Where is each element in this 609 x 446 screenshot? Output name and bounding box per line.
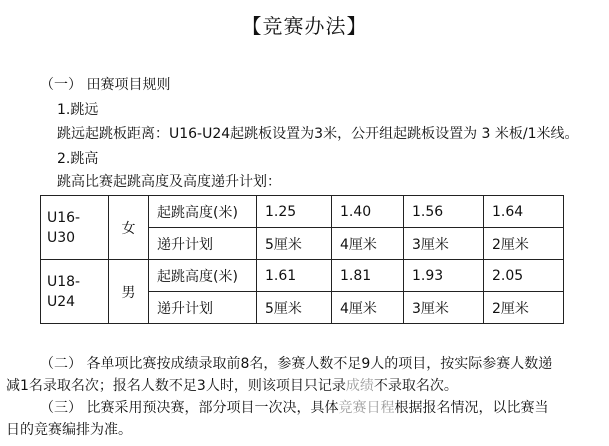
paragraph-text: 减1名录取名次；报名人数不足3人时，则该项目只记录 — [6, 378, 346, 394]
paragraph-ranking-line-1: （二） 各单项比赛按成绩录取前8名，参赛人数不足9人的项目，按实际参赛人数递 — [40, 356, 553, 372]
paragraph-schedule-line-1 — [40, 399, 548, 417]
high-jump-height-table — [40, 195, 564, 324]
page-title: 【竞赛办法】 — [241, 14, 368, 38]
paragraph-text: （三） 比赛采用预决赛，部分项目一次决，具体 — [40, 400, 339, 416]
section-heading-field-rules: （一） 田赛项目规则 — [40, 77, 171, 93]
paragraph-text: 根据报名情况，以比赛当 — [394, 400, 549, 416]
row-label-cell: 起跳高度(米) — [149, 260, 257, 292]
paragraph-text-faint: 竞赛日程 — [338, 400, 395, 416]
table-row — [41, 260, 564, 292]
value-cell: 1.93 — [404, 260, 484, 292]
age-group-cell — [41, 196, 109, 260]
paragraph-schedule-line-2: 日的竞赛编排为准。 — [6, 422, 132, 438]
value-cell: 1.56 — [404, 196, 484, 228]
long-jump-rule-text: 跳远起跳板距离：U16-U24起跳板设置为3米，公开组起跳板设置为 3 米板/1米线。 — [57, 126, 579, 142]
row-label-cell: 递升计划 — [149, 228, 257, 260]
age-group-line: U24 — [47, 293, 76, 310]
age-group-line: U16- — [47, 209, 81, 226]
value-cell: 1.40 — [332, 196, 404, 228]
value-cell: 3厘米 — [404, 292, 484, 324]
value-cell: 1.64 — [484, 196, 564, 228]
value-cell: 2厘米 — [484, 228, 564, 260]
item-heading-high-jump: 2.跳高 — [57, 151, 99, 167]
paragraph-text-faint: 成绩 — [345, 378, 374, 394]
value-cell: 2厘米 — [484, 292, 564, 324]
value-cell: 1.25 — [257, 196, 332, 228]
sex-cell: 男 — [109, 260, 149, 324]
item-heading-long-jump: 1.跳远 — [57, 102, 99, 118]
age-group-line: U18- — [47, 273, 81, 290]
paragraph-ranking-line-2 — [6, 377, 458, 395]
age-group-cell — [41, 260, 109, 324]
value-cell: 4厘米 — [332, 228, 404, 260]
value-cell: 1.61 — [257, 260, 332, 292]
row-label-cell: 起跳高度(米) — [149, 196, 257, 228]
value-cell: 4厘米 — [332, 292, 404, 324]
sex-cell: 女 — [109, 196, 149, 260]
value-cell: 5厘米 — [257, 228, 332, 260]
value-cell: 3厘米 — [404, 228, 484, 260]
paragraph-text: 不录取名次。 — [373, 378, 458, 394]
value-cell: 5厘米 — [257, 292, 332, 324]
age-group-line: U30 — [47, 229, 76, 246]
row-label-cell: 递升计划 — [149, 292, 257, 324]
high-jump-plan-caption: 跳高比赛起跳高度及高度递升计划： — [57, 174, 281, 190]
table-row — [41, 196, 564, 228]
value-cell: 1.81 — [332, 260, 404, 292]
value-cell: 2.05 — [484, 260, 564, 292]
